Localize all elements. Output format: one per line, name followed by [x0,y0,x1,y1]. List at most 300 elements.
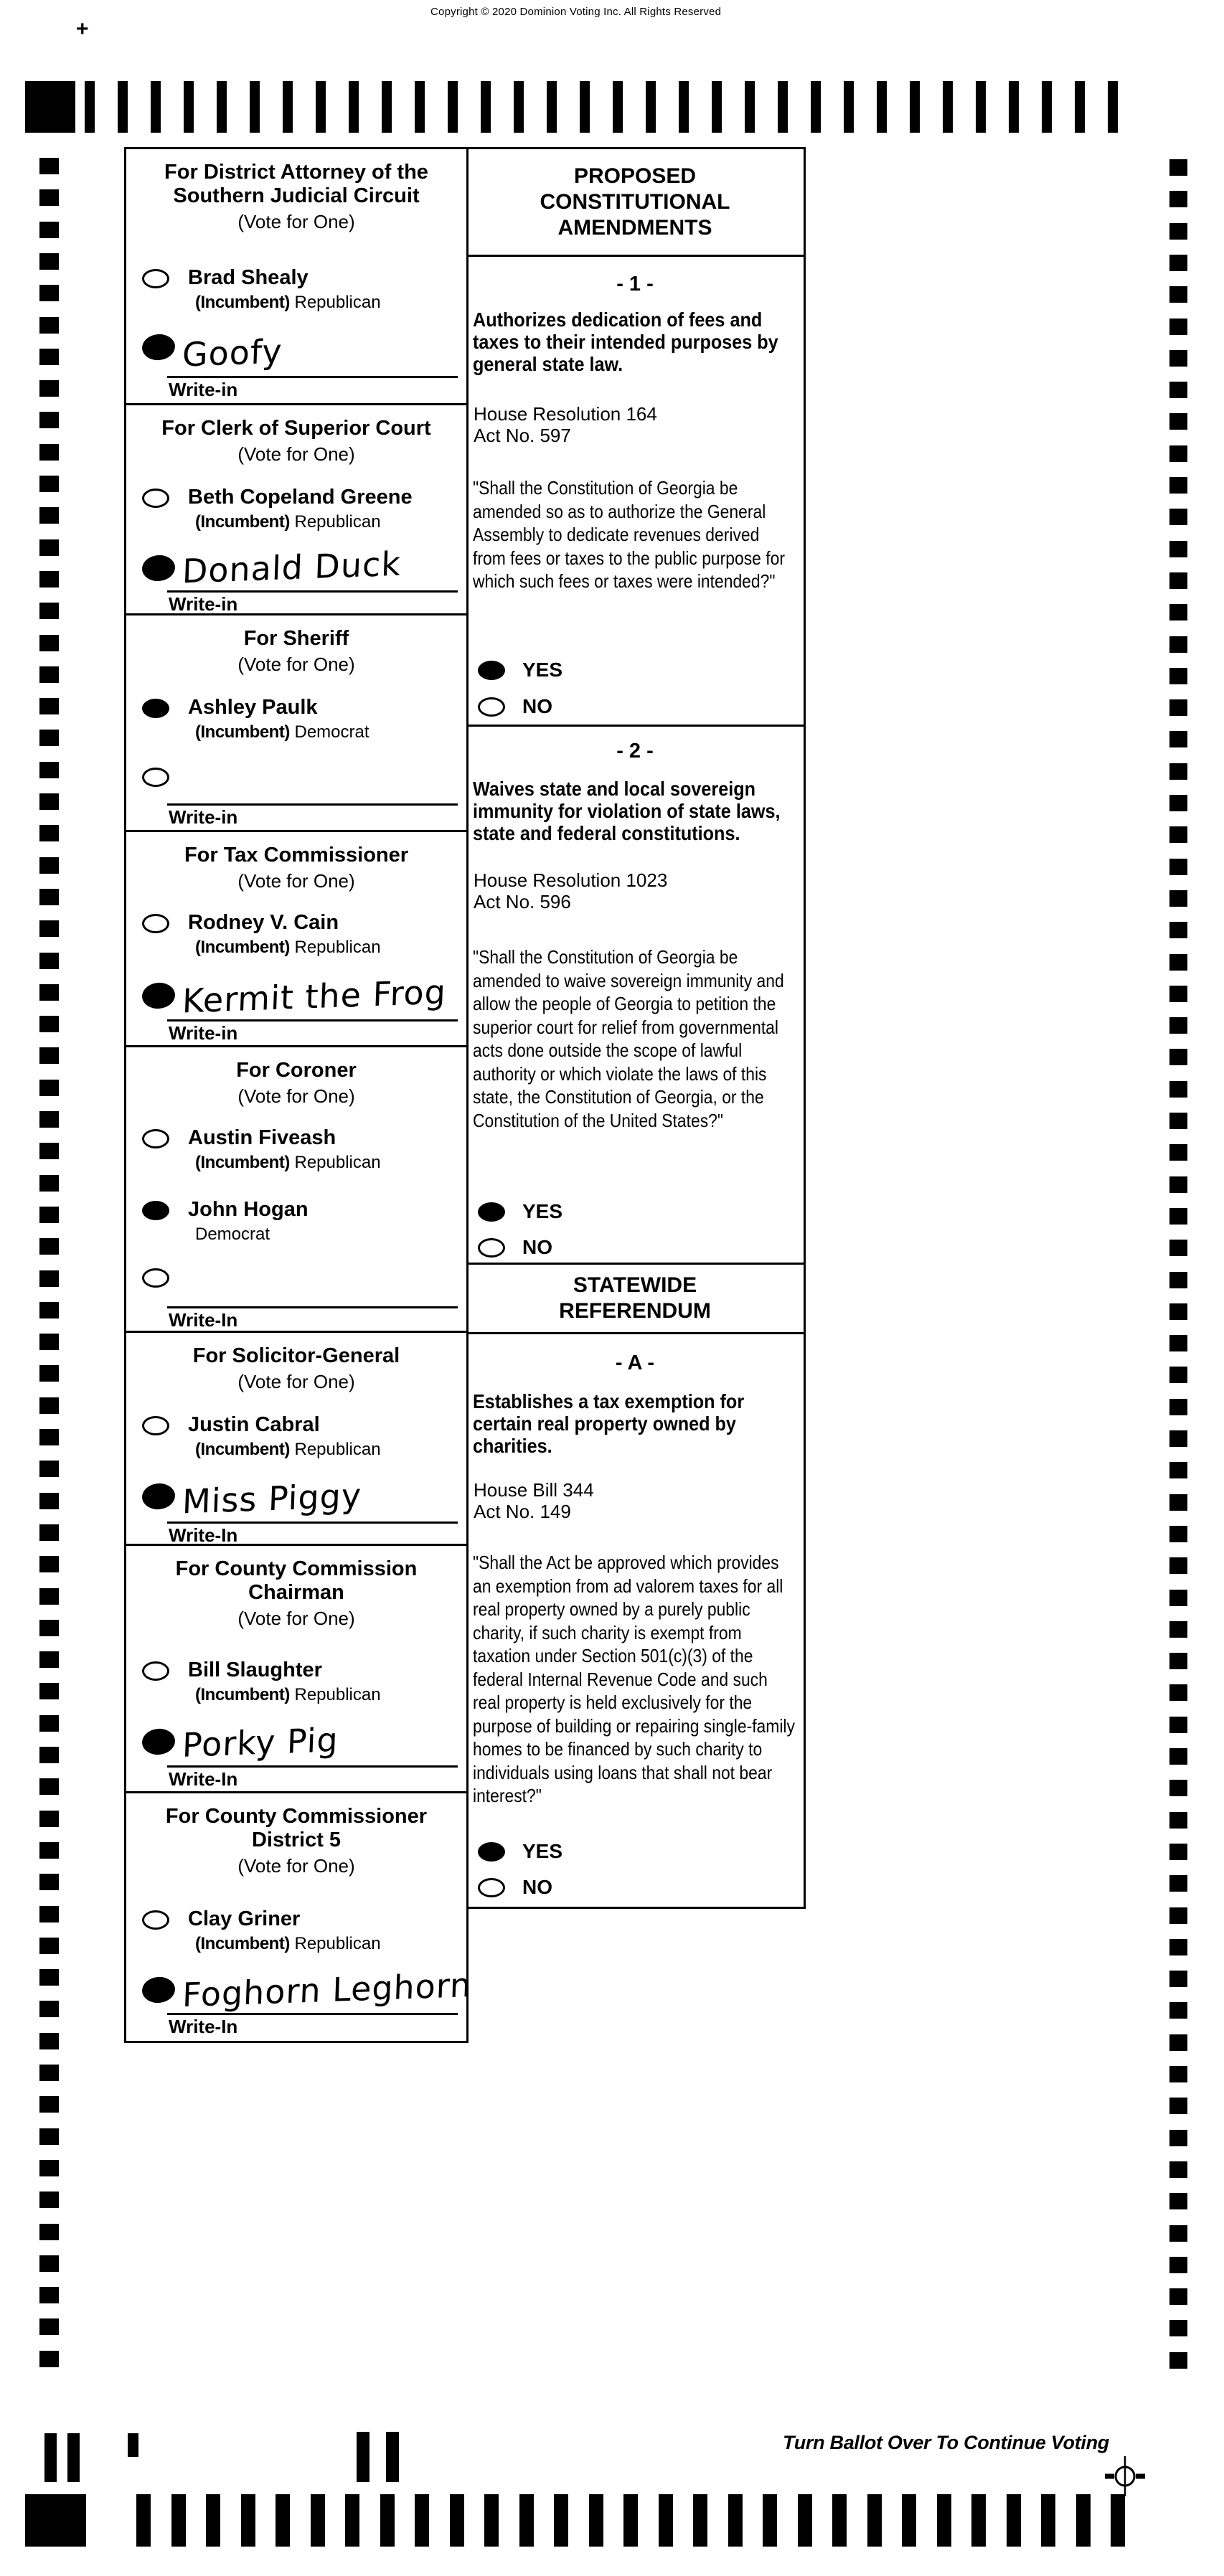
timing-mark [39,762,59,778]
timing-mark [712,81,722,133]
choice-yes-label: YES [522,1840,563,1862]
candidate-oval[interactable] [142,1910,169,1930]
candidate-text [188,1199,309,1245]
timing-mark [554,2494,568,2547]
candidate-row [142,1414,381,1460]
timing-mark [1075,81,1085,133]
write-in-oval-slot [142,1483,175,1509]
timing-mark [39,1397,59,1414]
choice-no [478,1876,552,1899]
candidate-oval-filled[interactable] [142,699,169,718]
timing-mark [316,81,326,133]
timing-mark [1169,795,1187,811]
timing-mark [1169,1621,1187,1638]
candidate-text [188,912,381,958]
timing-mark [39,857,59,874]
choice-yes [478,659,562,681]
write-in-oval[interactable] [142,768,169,787]
candidate-row [142,267,381,313]
timing-mark [1169,445,1187,462]
candidate-detail: (Incumbent) Republican [195,1685,381,1704]
contest-header [126,161,466,232]
timing-mark [39,793,59,810]
timing-mark [1009,81,1019,133]
timing-mark [450,2494,464,2547]
timing-mark [1169,1272,1187,1288]
measure-number: - 2 - [616,740,654,763]
write-in-label: Write-In [169,1524,238,1546]
contest-title-text: For Coroner [236,1059,357,1082]
timing-mark [136,2494,151,2547]
timing-mark [976,81,986,133]
write-in-label: Write-In [169,1309,238,1331]
timing-mark [1169,1430,1187,1447]
timing-mark [85,81,95,133]
measure-1 [466,257,804,727]
timing-mark [1169,1812,1187,1829]
timing-mark [1169,1081,1187,1098]
timing-mark [844,81,854,133]
timing-mark [1169,286,1187,303]
write-in-oval-filled[interactable] [141,1976,176,2005]
timing-mark [1169,1144,1187,1161]
timing-mark [250,81,260,133]
incumbent-label: (Incumbent) [195,293,290,312]
vote-for-instruction: (Vote for One) [237,654,355,675]
measure-question: "Shall the Constitution of Georgia be amended so as to authorize the General Assembly to dedicate revenues derived from fees or taxes to the public purpose for which such fees or taxes were intended?" [473,477,785,592]
timing-mark [1169,1939,1187,1955]
incumbent-label: (Incumbent) [195,512,290,532]
timing-mark [283,81,293,133]
timing-mark [357,2432,369,2482]
timing-mark [1169,604,1187,621]
contest-for-county-commission-chairman [126,1546,466,1793]
choice-no [478,1236,552,1259]
timing-mark [39,1938,59,1954]
incumbent-label: (Incumbent) [195,1934,290,1953]
candidate-oval[interactable] [142,269,169,288]
write-in-oval-slot [142,1977,175,2003]
timing-mark [39,1016,59,1032]
choice-yes-label: YES [522,1200,563,1222]
timing-mark [1169,1684,1187,1701]
contest-header [126,1805,466,1877]
write-in-text[interactable]: Kermit the Frog [182,972,447,1021]
timing-mark [1169,2066,1187,2082]
measure-reference-line: Act No. 596 [474,891,571,912]
timing-mark [39,412,59,428]
contest-title [126,161,466,208]
contest-title [126,844,466,867]
contest-for-sheriff [126,615,466,832]
referendum-header [466,1265,804,1334]
candidate-text [188,1908,381,1954]
timing-mark [1169,541,1187,557]
contest-title [126,1805,466,1852]
candidate-detail: (Incumbent) Republican [195,293,381,312]
timing-mark [39,1365,59,1382]
candidate-name: Austin Fiveash [188,1126,336,1149]
candidate-detail: (Incumbent) Republican [195,1934,381,1953]
contest-header [126,1557,466,1629]
timing-mark [39,1429,59,1445]
no-oval[interactable] [478,1878,505,1897]
timing-mark [1007,2494,1021,2547]
candidate-row [142,486,413,532]
timing-mark [1169,826,1187,843]
timing-mark [1169,509,1187,525]
timing-mark [693,2494,707,2547]
candidate-text [188,267,381,313]
timing-mark [943,81,953,133]
candidate-text [188,697,369,742]
write-in-oval[interactable] [142,1268,169,1288]
write-in-oval-filled[interactable] [141,1727,176,1757]
timing-mark [39,1143,59,1159]
incumbent-label: (Incumbent) [195,938,290,957]
timing-mark [1169,954,1187,971]
candidate-row [142,1908,381,1954]
measure-number: - A - [615,1351,655,1374]
timing-mark [1169,319,1187,335]
timing-mark [39,635,59,651]
contest-for-solicitor-general [126,1333,466,1546]
choice-no-label: NO [522,1236,552,1258]
timing-mark [39,984,59,1001]
measure-reference-line: House Bill 344 [474,1479,594,1501]
timing-mark [39,2128,59,2145]
write-in-line[interactable] [167,1521,458,1524]
candidate-oval[interactable] [142,1129,169,1148]
timing-mark [481,81,491,133]
measure-2 [466,727,804,1265]
no-oval[interactable] [478,1238,505,1258]
timing-mark [39,730,59,746]
timing-mark [345,2494,359,2547]
measure-reference [474,1479,594,1522]
incumbent-label: (Incumbent) [195,722,290,742]
timing-mark [745,81,755,133]
timing-mark [39,1651,59,1668]
timing-mark [1108,81,1118,133]
write-in-line[interactable] [167,1306,458,1308]
timing-mark [39,1175,59,1192]
contest-title-text: For Tax Commissioner [184,844,409,867]
timing-mark [39,1111,59,1128]
write-in-line[interactable] [167,590,458,593]
measure-reference-line: Act No. 597 [474,425,571,446]
timing-mark [1169,890,1187,907]
candidate-oval[interactable] [142,489,169,508]
plus-registration-mark: + [76,17,89,41]
write-in-line[interactable] [167,803,458,806]
timing-mark [1169,2288,1187,2305]
timing-mark [1169,2098,1187,2114]
write-in-line[interactable] [167,1765,458,1768]
contest-for-clerk-of-superior-court [126,405,466,615]
choice-yes-label: YES [522,659,563,681]
timing-mark [646,81,656,133]
timing-mark [1169,1494,1187,1511]
timing-mark [39,1969,59,1986]
timing-mark [1169,1240,1187,1256]
candidate-oval-filled[interactable] [142,1201,169,1220]
contest-title [126,1344,466,1368]
contest-for-coroner [126,1047,466,1333]
vote-for-instruction: (Vote for One) [237,1855,355,1877]
timing-mark [832,2494,847,2547]
measures-column [466,147,806,1909]
contest-header [126,417,466,465]
contest-for-county-commissioner-district-5 [126,1793,473,2041]
candidate-row [142,912,381,958]
timing-mark [1169,1367,1187,1383]
timing-mark [39,1588,59,1605]
candidate-name: Bill Slaughter [188,1659,322,1681]
timing-mark [1169,2002,1187,2019]
write-in-oval-slot [142,1268,169,1288]
timing-mark [39,444,59,461]
timing-mark [39,603,59,619]
timing-mark [39,253,59,270]
timing-mark [514,81,524,133]
timing-mark [67,2433,80,2482]
candidate-name: Brad Shealy [188,266,309,289]
yes-oval-filled[interactable] [478,1202,505,1222]
timing-mark [39,285,59,301]
timing-mark [39,571,59,588]
timing-mark [1169,1875,1187,1892]
write-in-line[interactable] [167,376,458,378]
candidate-name: John Hogan [188,1198,309,1221]
yes-oval-filled[interactable] [478,661,505,680]
timing-mark [1169,668,1187,684]
timing-mark [1169,1176,1187,1193]
timing-mark [1169,350,1187,367]
timing-mark [217,81,227,133]
timing-mark [39,2065,59,2081]
candidate-row [142,697,369,742]
timing-mark [39,1620,59,1636]
contest-header [126,844,466,892]
measure-number: - 1 - [616,273,654,296]
timing-mark [728,2494,743,2547]
timing-mark [39,539,59,556]
write-in-line[interactable] [167,1019,458,1022]
measure-summary: Authorizes dedication of fees and taxes to their intended purposes by general state law. [473,308,778,375]
contest-header [126,627,466,675]
timing-mark [613,81,623,133]
timing-mark [1169,413,1187,430]
contest-title-text: For Clerk of Superior Court [161,417,431,440]
timing-mark [39,666,59,683]
timing-mark [39,1461,59,1477]
contest-title-text: For Solicitor-General [192,1344,400,1367]
write-in-oval-filled[interactable] [141,554,176,583]
write-in-oval-slot [142,983,175,1009]
timing-mark [39,1080,59,1096]
timing-mark [25,2494,86,2547]
timing-mark [276,2494,290,2547]
timing-mark [1169,1590,1187,1606]
amendments-header [466,149,804,257]
timing-mark [1169,223,1187,240]
incumbent-label: (Incumbent) [195,1153,290,1172]
timing-mark [1169,2161,1187,2178]
candidate-text [188,1659,381,1705]
timing-mark [39,1302,59,1318]
timing-mark [1169,2034,1187,2051]
contests-column [124,147,473,2043]
candidate-text [188,1414,381,1460]
candidate-detail: (Incumbent) Democrat [195,722,369,742]
write-in-text[interactable]: Foghorn Leghorn [182,1965,473,2015]
no-oval[interactable] [478,697,505,717]
contest-title [126,1557,466,1605]
write-in-text[interactable]: Porky Pig [182,1720,339,1765]
timing-mark [39,920,59,937]
write-in-oval-filled[interactable] [141,1482,176,1511]
timing-mark [39,953,59,969]
vote-for-instruction: (Vote for One) [237,1085,355,1107]
timing-mark [1169,1780,1187,1796]
measure-A [466,1334,804,1907]
turn-ballot-over-text: Turn Ballot Over To Continue Voting [783,2432,1109,2453]
contest-for-district-attorney-of-the-southern-judicial-circuit [126,149,466,405]
candidate-text [188,486,413,532]
write-in-oval-slot [142,768,169,787]
timing-mark [380,2494,395,2547]
contest-for-tax-commissioner [126,832,466,1047]
timing-mark [39,1906,59,1922]
timing-mark [39,889,59,905]
timing-mark [25,81,75,133]
timing-mark [39,1683,59,1699]
timing-mark [39,1524,59,1541]
timing-mark [39,1270,59,1287]
write-in-label: Write-in [169,1022,238,1044]
timing-mark [1169,699,1187,716]
timing-mark [39,2001,59,2017]
timing-mark [580,81,590,133]
timing-mark [1169,382,1187,398]
measure-reference-line: House Resolution 1023 [474,869,668,891]
timing-mark [1169,1303,1187,1320]
timing-mark [39,380,59,397]
timing-mark [128,2433,138,2457]
vote-for-instruction: (Vote for One) [237,1371,355,1392]
measure-question: "Shall the Constitution of Georgia be amended to waive sovereign immunity and allow the people of Georgia to petition the superior court for relief from governmental acts done outside the scope of lawful authority or which violate the laws of this state, the Constitution of Georgia, or the Constitution of the United States?" [473,946,784,1131]
choice-yes [478,1200,562,1223]
write-in-text[interactable]: Goofy [182,331,283,374]
candidate-text [188,1127,381,1173]
timing-mark [39,317,59,334]
incumbent-label: (Incumbent) [195,1685,290,1704]
timing-mark [39,1238,59,1255]
timing-mark [1169,1462,1187,1478]
timing-mark [1169,763,1187,780]
candidate-detail: (Incumbent) Republican [195,1440,381,1459]
yes-oval-filled[interactable] [478,1842,505,1862]
timing-mark [1042,81,1052,133]
write-in-label: Write-In [169,2016,238,2037]
timing-mark [1169,922,1187,938]
timing-mark [1169,1049,1187,1065]
measure-summary: Waives state and local sovereign immunity for violation of state laws, state and federal constitutions. [473,778,781,844]
timing-mark [1111,2494,1125,2547]
timing-mark [659,2494,673,2547]
timing-mark [39,1778,59,1795]
timing-mark [39,2351,59,2367]
contest-title-text: For County Commissioner District 5 [165,1805,428,1851]
timing-mark [1169,2257,1187,2273]
contest-title [126,1059,466,1082]
write-in-oval-filled[interactable] [141,981,176,1011]
timing-mark [589,2494,603,2547]
vote-for-instruction: (Vote for One) [237,1608,355,1629]
timing-mark [39,698,59,714]
candidate-oval[interactable] [142,1416,169,1435]
write-in-oval-filled[interactable] [141,333,176,362]
timing-mark [39,2033,59,2049]
timing-mark [623,2494,638,2547]
timing-mark [39,2096,59,2113]
write-in-oval-slot [142,334,175,360]
timing-mark [1169,859,1187,875]
candidate-oval[interactable] [142,914,169,933]
timing-mark [241,2494,255,2547]
timing-mark [1169,477,1187,494]
timing-mark [1169,731,1187,747]
choice-yes [478,1840,562,1863]
timing-mark [1169,255,1187,271]
amendments-header-text: PROPOSED CONSTITUTIONAL AMENDMENTS [540,164,730,240]
timing-mark [1169,1113,1187,1129]
measure-reference [474,869,667,912]
contest-title-text: For District Attorney of the Southern Judicial Circuit [164,161,428,207]
timing-mark [39,1047,59,1064]
timing-mark [1169,636,1187,653]
write-in-text[interactable]: Miss Piggy [182,1476,363,1521]
copyright-text: Copyright © 2020 Dominion Voting Inc. All Rights Reserved [430,6,722,18]
timing-mark [415,81,425,133]
timing-mark [415,2494,429,2547]
measure-summary: Establishes a tax exemption for certain real property owned by charities. [473,1390,745,1457]
timing-mark [1169,2320,1187,2336]
timing-mark [679,81,689,133]
timing-mark [484,2494,499,2547]
timing-mark [39,1842,59,1859]
timing-mark [1169,1526,1187,1542]
candidate-row [142,1199,309,1245]
measure-reference-line: Act No. 149 [474,1501,571,1522]
measure-reference-line: House Resolution 164 [474,403,657,425]
timing-mark [39,1874,59,1890]
timing-mark [39,222,59,238]
write-in-text[interactable]: Donald Duck [182,544,402,591]
timing-mark [1169,1335,1187,1351]
timing-mark [39,507,59,524]
timing-mark [1169,1748,1187,1765]
candidate-name: Rodney V. Cain [188,911,339,934]
timing-mark [382,81,392,133]
timing-mark [39,2255,59,2272]
candidate-row [142,1127,381,1173]
candidate-oval[interactable] [142,1661,169,1681]
timing-mark [778,81,788,133]
timing-mark [44,2433,57,2482]
candidate-detail: (Incumbent) Republican [195,1153,381,1172]
